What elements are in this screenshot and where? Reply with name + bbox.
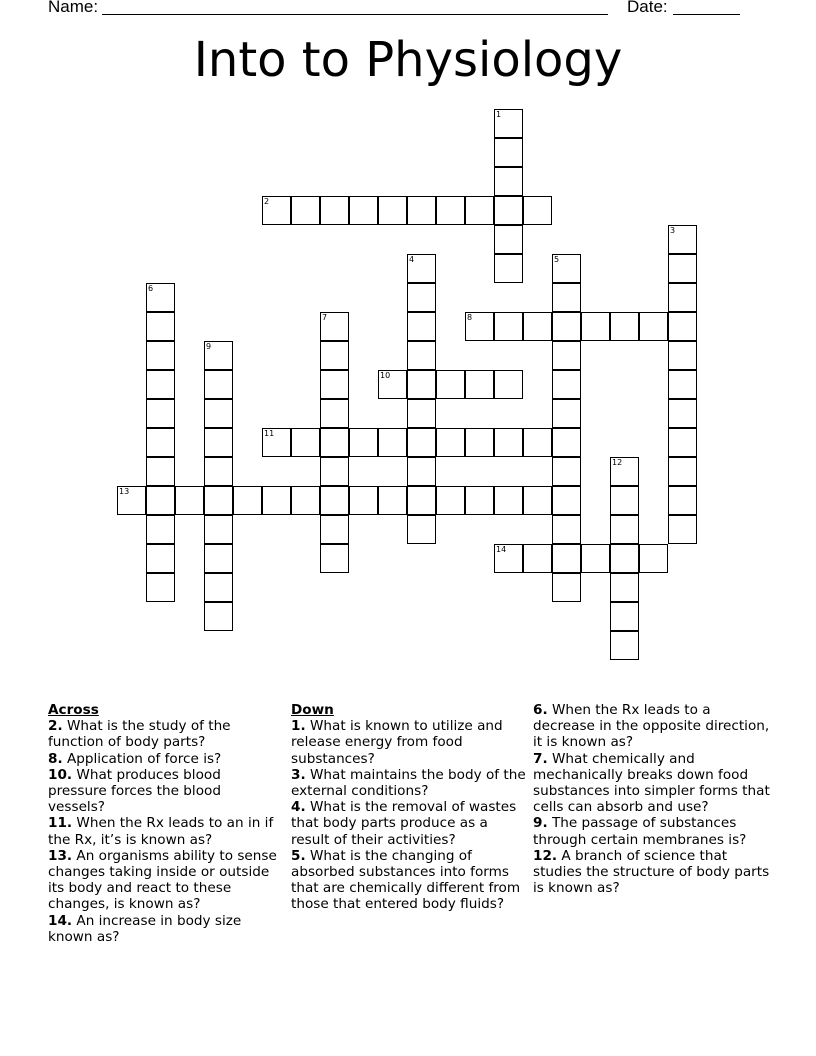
grid-cell[interactable] bbox=[610, 573, 639, 602]
grid-cell[interactable] bbox=[668, 225, 697, 254]
grid-cell[interactable] bbox=[320, 196, 349, 225]
grid-cell[interactable] bbox=[552, 573, 581, 602]
grid-cell[interactable] bbox=[146, 341, 175, 370]
grid-cell[interactable] bbox=[668, 399, 697, 428]
grid-cell[interactable] bbox=[204, 573, 233, 602]
down-clue bbox=[291, 848, 527, 913]
grid-cell[interactable] bbox=[407, 341, 436, 370]
clue-text: Application of force is? bbox=[62, 750, 222, 767]
grid-cell[interactable] bbox=[320, 544, 349, 573]
grid-cell[interactable] bbox=[320, 341, 349, 370]
across-clue bbox=[48, 913, 280, 945]
grid-cell[interactable] bbox=[465, 486, 494, 515]
grid-cell[interactable] bbox=[494, 254, 523, 283]
grid-cell[interactable] bbox=[552, 312, 581, 341]
grid-cell[interactable] bbox=[262, 196, 291, 225]
down-clue bbox=[291, 799, 527, 848]
clue-number: 10 bbox=[380, 371, 391, 380]
grid-cell[interactable] bbox=[407, 515, 436, 544]
across-heading: Across bbox=[48, 702, 99, 718]
grid-cell[interactable] bbox=[349, 196, 378, 225]
grid-cell[interactable] bbox=[668, 515, 697, 544]
grid-cell[interactable] bbox=[233, 486, 262, 515]
grid-cell[interactable] bbox=[552, 544, 581, 573]
grid-cell[interactable] bbox=[465, 312, 494, 341]
grid-cell[interactable] bbox=[204, 457, 233, 486]
grid-cell[interactable] bbox=[436, 428, 465, 457]
grid-cell[interactable] bbox=[320, 399, 349, 428]
grid-cell[interactable] bbox=[436, 486, 465, 515]
across-clue bbox=[48, 718, 280, 750]
clue-number: 7. bbox=[533, 750, 548, 767]
grid-cell[interactable] bbox=[117, 486, 146, 515]
clue-number: 9. bbox=[533, 815, 548, 832]
clue-number: 8. bbox=[48, 750, 63, 767]
grid-cell[interactable] bbox=[320, 312, 349, 341]
clue-text: What chemically and mechanically breaks down food substances into simpler forms that cells can absorb and use? bbox=[533, 750, 770, 816]
clue-number: 10. bbox=[48, 766, 73, 783]
clue-number: 6. bbox=[533, 702, 548, 718]
clue-number: 8 bbox=[467, 313, 473, 322]
grid-cell[interactable] bbox=[407, 254, 436, 283]
grid-cell[interactable] bbox=[262, 486, 291, 515]
grid-cell[interactable] bbox=[175, 486, 204, 515]
clue-number: 4 bbox=[409, 255, 415, 264]
grid-cell[interactable] bbox=[552, 457, 581, 486]
grid-cell[interactable] bbox=[320, 428, 349, 457]
grid-cell[interactable] bbox=[465, 370, 494, 399]
grid-cell[interactable] bbox=[349, 486, 378, 515]
grid-cell[interactable] bbox=[668, 283, 697, 312]
clue-number: 1. bbox=[291, 718, 306, 735]
clue-number: 6 bbox=[148, 284, 154, 293]
grid-cell[interactable] bbox=[523, 486, 552, 515]
down-clue bbox=[533, 751, 773, 816]
clue-text: What produces blood pressure forces the blood vessels? bbox=[48, 766, 221, 816]
grid-cell[interactable] bbox=[668, 428, 697, 457]
clue-number: 7 bbox=[322, 313, 328, 322]
grid-cell[interactable] bbox=[146, 283, 175, 312]
grid-cell[interactable] bbox=[668, 370, 697, 399]
down-clue-list-continued bbox=[533, 702, 773, 896]
down-clues-continued bbox=[533, 702, 773, 896]
down-clue bbox=[291, 767, 527, 799]
grid-cell[interactable] bbox=[610, 515, 639, 544]
grid-cell[interactable] bbox=[146, 486, 175, 515]
grid-cell[interactable] bbox=[465, 428, 494, 457]
grid-cell[interactable] bbox=[552, 399, 581, 428]
grid-cell[interactable] bbox=[320, 370, 349, 399]
clue-number: 11. bbox=[48, 815, 73, 832]
grid-cell[interactable] bbox=[291, 428, 320, 457]
grid-cell[interactable] bbox=[146, 573, 175, 602]
grid-cell[interactable] bbox=[204, 602, 233, 631]
across-clue bbox=[48, 767, 280, 816]
down-heading: Down bbox=[291, 702, 334, 718]
grid-cell[interactable] bbox=[523, 544, 552, 573]
across-clue bbox=[48, 815, 280, 847]
grid-cell[interactable] bbox=[552, 254, 581, 283]
name-label: Name: bbox=[48, 0, 99, 16]
grid-cell[interactable] bbox=[523, 312, 552, 341]
grid-cell[interactable] bbox=[668, 254, 697, 283]
grid-cell[interactable] bbox=[494, 109, 523, 138]
grid-cell[interactable] bbox=[320, 515, 349, 544]
clue-number: 5 bbox=[554, 255, 560, 264]
grid-cell[interactable] bbox=[668, 312, 697, 341]
across-clue-list bbox=[48, 718, 280, 945]
grid-cell[interactable] bbox=[552, 341, 581, 370]
grid-cell[interactable] bbox=[494, 370, 523, 399]
down-clues bbox=[291, 702, 527, 913]
clue-number: 13. bbox=[48, 847, 73, 864]
grid-cell[interactable] bbox=[668, 341, 697, 370]
grid-cell[interactable] bbox=[204, 341, 233, 370]
grid-cell[interactable] bbox=[407, 312, 436, 341]
grid-cell[interactable] bbox=[204, 515, 233, 544]
clue-number: 13 bbox=[119, 487, 130, 496]
grid-cell[interactable] bbox=[552, 283, 581, 312]
down-clue bbox=[291, 718, 527, 767]
grid-cell[interactable] bbox=[204, 399, 233, 428]
clue-number: 1 bbox=[496, 110, 502, 119]
clue-number: 14 bbox=[496, 545, 507, 554]
grid-cell[interactable] bbox=[494, 544, 523, 573]
grid-cell[interactable] bbox=[494, 486, 523, 515]
clue-number: 11 bbox=[264, 429, 275, 438]
clue-number: 14. bbox=[48, 912, 73, 929]
grid-cell[interactable] bbox=[291, 486, 320, 515]
grid-cell[interactable] bbox=[146, 312, 175, 341]
grid-cell[interactable] bbox=[378, 196, 407, 225]
clue-number: 3. bbox=[291, 766, 306, 783]
clue-text: A branch of science that studies the structure of body parts is known as? bbox=[533, 847, 770, 897]
grid-cell[interactable] bbox=[552, 370, 581, 399]
grid-cell[interactable] bbox=[610, 602, 639, 631]
down-clue bbox=[533, 848, 773, 897]
grid-cell[interactable] bbox=[581, 544, 610, 573]
grid-cell[interactable] bbox=[320, 486, 349, 515]
grid-cell[interactable] bbox=[378, 370, 407, 399]
clue-text: An organisms ability to sense changes taking inside or outside its body and react to these changes, is known as? bbox=[48, 847, 277, 913]
clue-text: What is the removal of wastes that body parts produce as a result of their activities? bbox=[291, 799, 517, 848]
across-clue bbox=[48, 751, 280, 767]
clue-text: What is the changing of absorbed substances into forms that are chemically different from those that entered body fluids? bbox=[291, 847, 521, 913]
grid-cell[interactable] bbox=[494, 167, 523, 196]
grid-cell[interactable] bbox=[494, 225, 523, 254]
grid-cell[interactable] bbox=[407, 196, 436, 225]
grid-cell[interactable] bbox=[146, 544, 175, 573]
clue-text: When the Rx leads to a decrease in the opposite direction, it is known as? bbox=[533, 702, 770, 751]
grid-cell[interactable] bbox=[581, 312, 610, 341]
clue-text: What is the study of the function of body parts? bbox=[48, 718, 231, 751]
grid-cell[interactable] bbox=[146, 457, 175, 486]
grid-cell[interactable] bbox=[523, 196, 552, 225]
grid-cell[interactable] bbox=[204, 544, 233, 573]
clue-number: 12. bbox=[533, 847, 558, 864]
clue-number: 5. bbox=[291, 847, 306, 864]
grid-cell[interactable] bbox=[552, 515, 581, 544]
down-clue-list bbox=[291, 718, 527, 912]
clue-text: An increase in body size known as? bbox=[48, 912, 242, 945]
across-clues bbox=[48, 702, 280, 945]
clue-text: When the Rx leads to an in if the Rx, it’s is known as? bbox=[48, 815, 274, 848]
clue-text: What is known to utilize and release energy from food substances? bbox=[291, 718, 503, 767]
grid-cell[interactable] bbox=[407, 283, 436, 312]
grid-cell[interactable] bbox=[407, 428, 436, 457]
grid-cell[interactable] bbox=[204, 486, 233, 515]
grid-cell[interactable] bbox=[610, 457, 639, 486]
grid-cell[interactable] bbox=[349, 428, 378, 457]
clue-number: 4. bbox=[291, 799, 306, 816]
down-clue bbox=[533, 702, 773, 751]
down-clue bbox=[533, 815, 773, 847]
grid-cell[interactable] bbox=[407, 486, 436, 515]
grid-cell[interactable] bbox=[291, 196, 320, 225]
grid-cell[interactable] bbox=[552, 428, 581, 457]
grid-cell[interactable] bbox=[378, 486, 407, 515]
grid-cell[interactable] bbox=[378, 428, 407, 457]
grid-cell[interactable] bbox=[204, 370, 233, 399]
grid-cell[interactable] bbox=[523, 428, 552, 457]
clue-text: The passage of substances through certain membranes is? bbox=[533, 815, 747, 848]
grid-cell[interactable] bbox=[320, 457, 349, 486]
page-title: Into to Physiology bbox=[193, 32, 623, 88]
grid-cell[interactable] bbox=[610, 312, 639, 341]
grid-cell[interactable] bbox=[494, 428, 523, 457]
grid-cell[interactable] bbox=[610, 631, 639, 660]
grid-cell[interactable] bbox=[668, 486, 697, 515]
grid-cell[interactable] bbox=[610, 486, 639, 515]
date-label: Date: bbox=[627, 0, 668, 16]
grid-cell[interactable] bbox=[465, 196, 494, 225]
grid-cell[interactable] bbox=[668, 457, 697, 486]
grid-cell[interactable] bbox=[407, 370, 436, 399]
grid-cell[interactable] bbox=[610, 544, 639, 573]
grid-cell[interactable] bbox=[204, 428, 233, 457]
grid-cell[interactable] bbox=[407, 457, 436, 486]
clue-number: 2. bbox=[48, 718, 63, 735]
grid-cell[interactable] bbox=[552, 486, 581, 515]
grid-cell[interactable] bbox=[146, 399, 175, 428]
clue-number: 12 bbox=[612, 458, 623, 467]
clue-number: 3 bbox=[670, 226, 676, 235]
grid-cell[interactable] bbox=[494, 312, 523, 341]
grid-cell[interactable] bbox=[146, 515, 175, 544]
clue-number: 9 bbox=[206, 342, 212, 351]
grid-cell[interactable] bbox=[407, 399, 436, 428]
clue-number: 2 bbox=[264, 197, 270, 206]
grid-cell[interactable] bbox=[146, 370, 175, 399]
grid-cell[interactable] bbox=[639, 312, 668, 341]
grid-cell[interactable] bbox=[262, 428, 291, 457]
grid-cell[interactable] bbox=[436, 196, 465, 225]
grid-cell[interactable] bbox=[494, 196, 523, 225]
clue-text: What maintains the body of the external conditions? bbox=[291, 766, 526, 800]
grid-cell[interactable] bbox=[494, 138, 523, 167]
grid-cell[interactable] bbox=[436, 370, 465, 399]
grid-cell[interactable] bbox=[146, 428, 175, 457]
across-clue bbox=[48, 848, 280, 913]
grid-cell[interactable] bbox=[639, 544, 668, 573]
